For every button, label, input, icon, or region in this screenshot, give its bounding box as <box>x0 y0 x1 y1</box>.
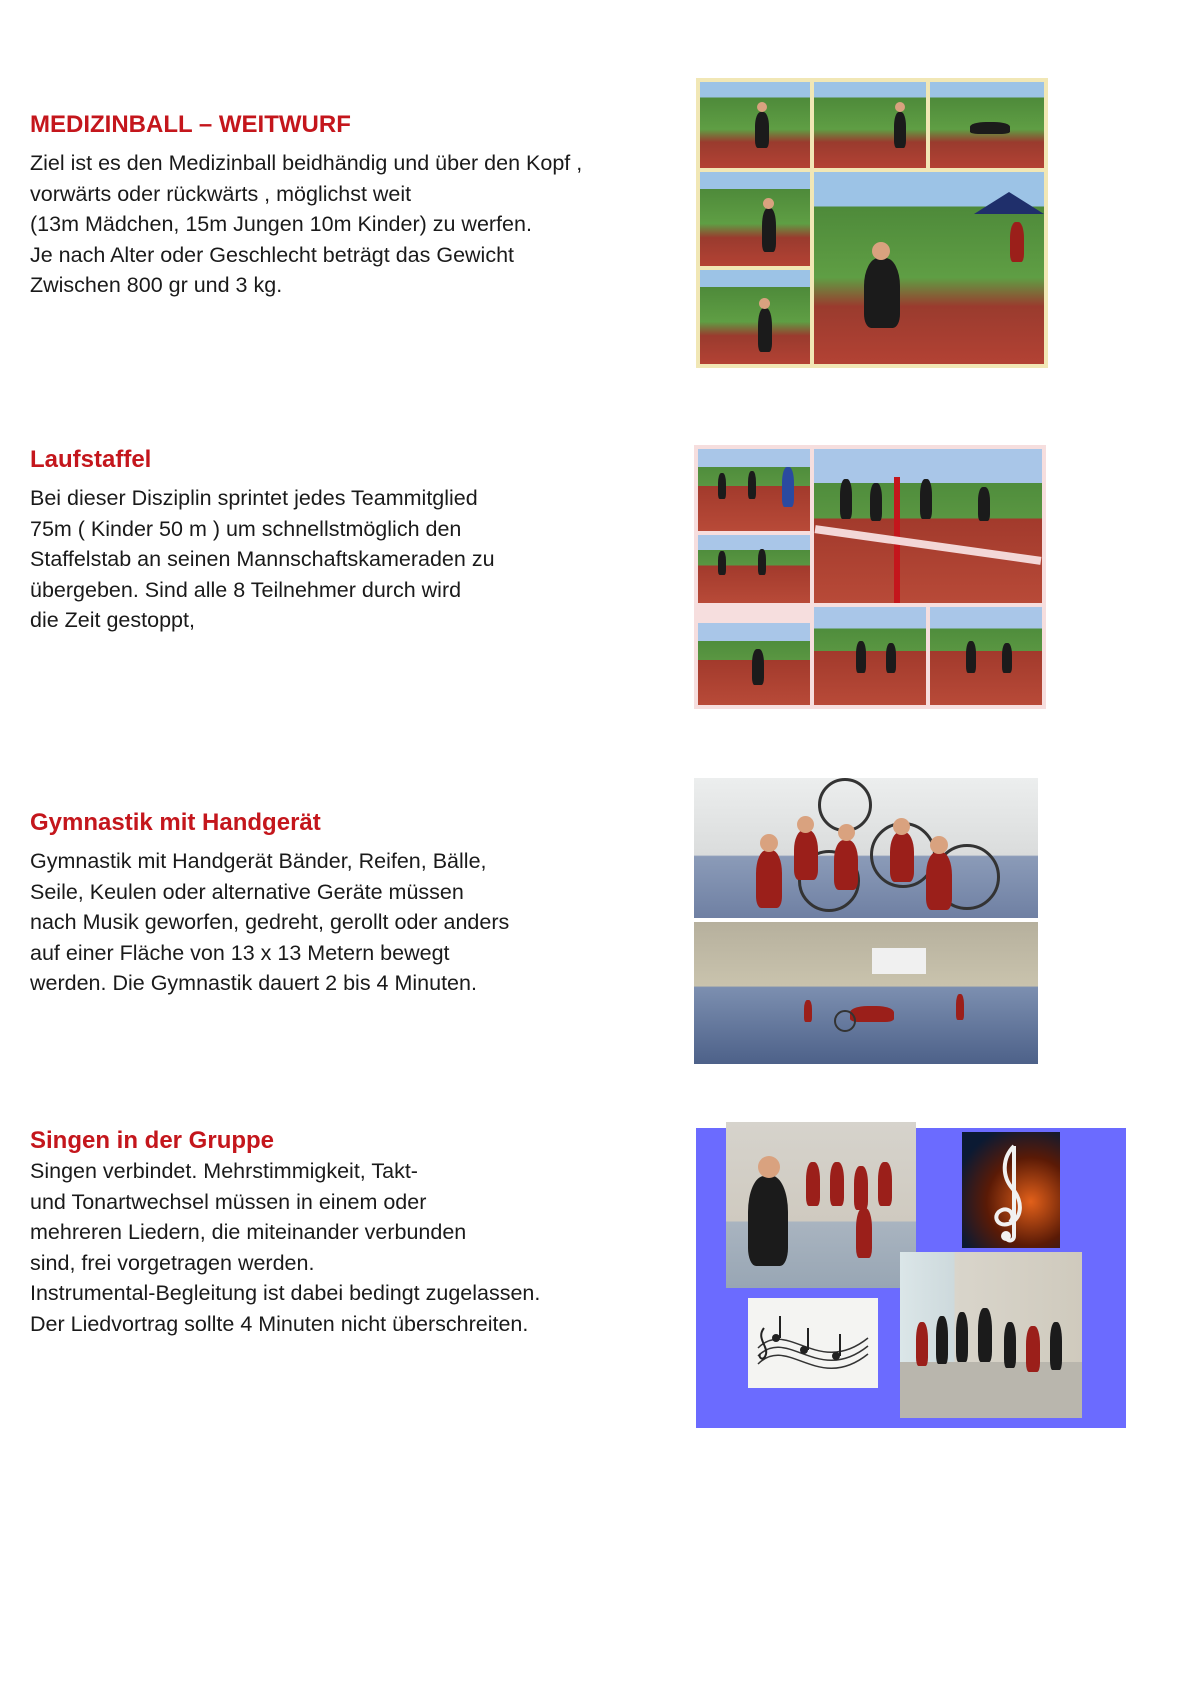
section-text-line: Ziel ist es den Medizinball beidhändig und über den Kopf , <box>30 151 583 175</box>
section-text-line: mehreren Liedern, die miteinander verbunden <box>30 1220 467 1244</box>
photo-throw-2 <box>814 82 926 168</box>
section-text-line: Instrumental-Begleitung ist dabei bedingt zugelassen. <box>30 1281 541 1305</box>
photo-treble-clef <box>962 1132 1060 1248</box>
section-title: MEDIZINBALL – WEITWURF <box>30 111 351 138</box>
treble-clef-icon <box>962 1132 1060 1248</box>
section-text-line: 75m ( Kinder 50 m ) um schnellstmöglich den <box>30 516 462 541</box>
photo-throw-5 <box>700 270 810 364</box>
photo-relay-3 <box>698 623 810 705</box>
photo-relay-large <box>814 449 1042 603</box>
photo-relay-4 <box>814 607 926 705</box>
section-text-line: nach Musik geworfen, gedreht, gerollt oder anders <box>30 910 510 934</box>
section-text-line: vorwärts oder rückwärts , möglichst weit <box>30 181 412 206</box>
section-text-line: Der Liedvortrag sollte 4 Minuten nicht überschreiten. <box>30 1311 529 1336</box>
section-laufstaffel <box>30 445 670 636</box>
photo-throw-4 <box>700 172 810 266</box>
section-singen <box>30 1126 670 1339</box>
section-text-line: Seile, Keulen oder alternative Geräte müssen <box>30 879 464 904</box>
music-notes-icon <box>748 1298 878 1388</box>
collage-gymnastik <box>694 778 1038 1064</box>
section-text-line: übergeben. Sind alle 8 Teilnehmer durch wird <box>30 577 462 602</box>
section-title: Singen in der Gruppe <box>30 1127 275 1154</box>
section-gymnastik <box>30 808 670 999</box>
photo-relay-5 <box>930 607 1042 705</box>
section-text-line: Staffelstab an seinen Mannschaftskameraden zu <box>30 547 495 571</box>
section-text-line: und Tonartwechsel müssen in einem oder <box>30 1189 427 1214</box>
section-text-line: werden. Die Gymnastik dauert 2 bis 4 Minuten. <box>30 971 477 995</box>
photo-throw-1 <box>700 82 810 168</box>
photo-music-notes <box>748 1298 878 1388</box>
photo-throw-large <box>814 172 1044 364</box>
section-medizinball <box>30 110 670 301</box>
section-text-line: die Zeit gestoppt, <box>30 608 195 632</box>
section-text-line: auf einer Fläche von 13 x 13 Metern bewegt <box>30 940 450 965</box>
photo-singing-coach <box>726 1122 916 1288</box>
photo-singing-group <box>900 1252 1082 1418</box>
section-text-line: Gymnastik mit Handgerät Bänder, Reifen, Bälle, <box>30 849 487 873</box>
section-text-line: Zwischen 800 gr und 3 kg. <box>30 273 283 297</box>
section-text-line: Je nach Alter oder Geschlecht beträgt das Gewicht <box>30 242 515 267</box>
photo-gymnastics-hall <box>694 922 1038 1064</box>
photo-relay-2 <box>698 535 810 603</box>
photo-gymnastics-team <box>694 778 1038 918</box>
collage-laufstaffel <box>694 445 1046 709</box>
photo-throw-3 <box>930 82 1044 168</box>
collage-medizinball <box>696 78 1048 368</box>
section-text-line: Singen verbindet. Mehrstimmigkeit, Takt- <box>30 1159 418 1183</box>
section-title: Laufstaffel <box>30 446 152 473</box>
section-text-line: sind, frei vorgetragen werden. <box>30 1250 315 1275</box>
section-text-line: Bei dieser Disziplin sprintet jedes Teammitglied <box>30 486 478 510</box>
section-text-line: (13m Mädchen, 15m Jungen 10m Kinder) zu werfen. <box>30 212 532 236</box>
photo-relay-1 <box>698 449 810 531</box>
section-title: Gymnastik mit Handgerät <box>30 809 321 836</box>
